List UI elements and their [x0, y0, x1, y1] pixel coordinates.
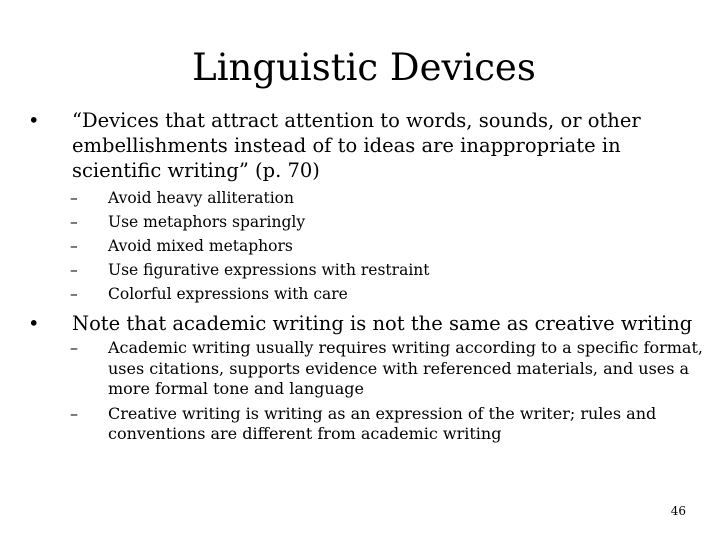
- dash-icon: –: [70, 338, 78, 357]
- dash-icon: –: [70, 285, 78, 303]
- sub-bullet-point: [24, 211, 704, 233]
- sub-bullet-point: [24, 338, 704, 400]
- sub-bullet-point: [24, 187, 704, 209]
- sub-bullet-list: [24, 187, 704, 305]
- sub-bullet-text: Academic writing usually requires writing according to a specific format, uses citations, supports evidence with referenced materials, and uses a more formal tone and language: [108, 338, 703, 398]
- sub-bullet-text: Use metaphors sparingly: [108, 213, 306, 231]
- sub-bullet-point: [24, 404, 704, 445]
- sub-bullet-point: [24, 283, 704, 305]
- sub-bullet-text: Avoid heavy alliteration: [108, 189, 294, 207]
- sub-bullet-text: Colorful expressions with care: [108, 285, 348, 303]
- sub-bullet-point: [24, 235, 704, 257]
- sub-bullet-text: Use figurative expressions with restraint: [108, 261, 430, 279]
- slide-title: Linguistic Devices: [192, 46, 536, 89]
- sub-bullet-point: [24, 259, 704, 281]
- dash-icon: –: [70, 237, 78, 255]
- bullet-point: [24, 311, 704, 336]
- dash-icon: –: [70, 213, 78, 231]
- dash-icon: –: [70, 403, 78, 423]
- bullet-text: “Devices that attract attention to words, sounds, or other embellishments instead of to ideas are inappropriate in scientific writing” (p. 70): [72, 109, 641, 182]
- sub-bullet-text: Creative writing is writing as an expression of the writer; rules and conventions are different from academic writing: [108, 403, 657, 443]
- page-number: 46: [670, 504, 686, 518]
- bullet-point: [24, 108, 704, 183]
- bullet-text: Note that academic writing is not the same as creative writing: [72, 312, 693, 335]
- dash-icon: –: [70, 189, 78, 207]
- slide-body: [24, 108, 704, 449]
- sub-bullet-text: Avoid mixed metaphors: [108, 237, 293, 255]
- dash-icon: –: [70, 261, 78, 279]
- bullet-icon: •: [28, 109, 40, 132]
- bullet-icon: •: [28, 312, 40, 335]
- sub-bullet-list: [24, 338, 704, 445]
